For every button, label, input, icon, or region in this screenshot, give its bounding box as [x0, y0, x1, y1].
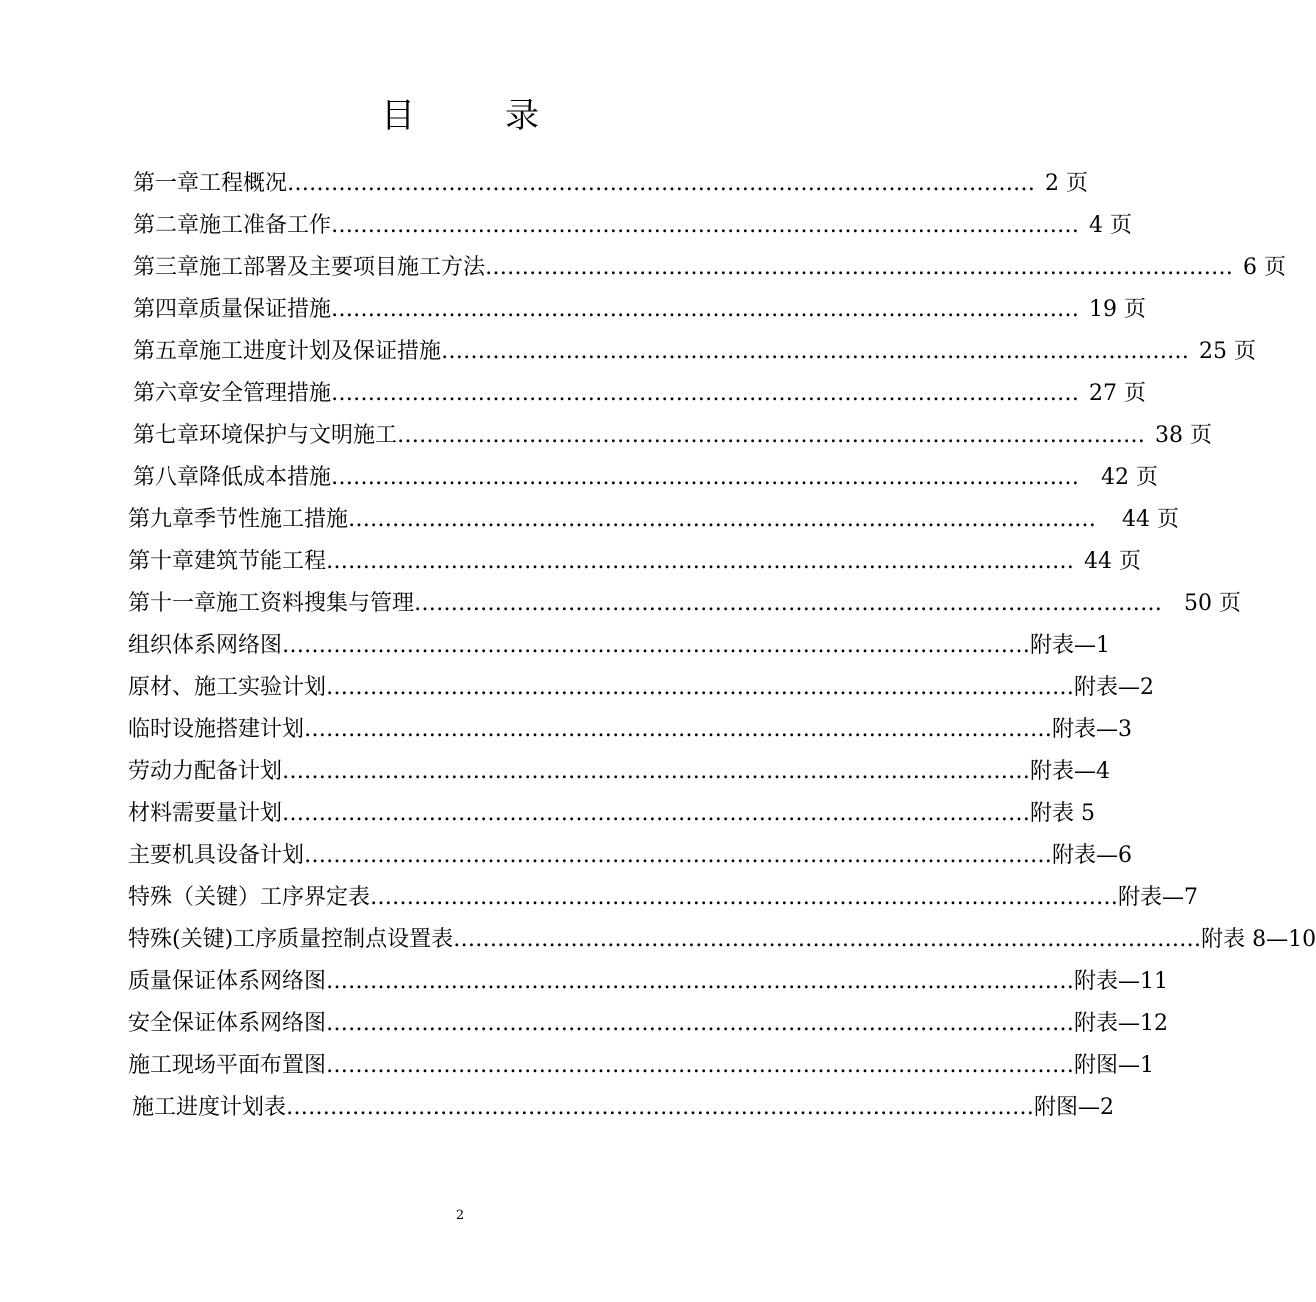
- toc-chapter-4[interactable]: [133, 293, 1147, 327]
- chapter-name: 建筑节能工程: [194, 549, 327, 574]
- appendix-page: 附表—3: [1052, 717, 1133, 742]
- leader-dots: …………………………………………………………………………………………: [441, 339, 1190, 364]
- chapter-page: 25 页: [1199, 339, 1257, 364]
- chapter-page: 44 页: [1084, 549, 1142, 574]
- appendix-name: 施工现场平面布置图: [128, 1053, 327, 1078]
- toc-appendix-7[interactable]: [128, 881, 1199, 915]
- chapter-name: 降低成本措施: [199, 465, 332, 490]
- leader-dots: …………………………………………………………………………………………: [326, 675, 1075, 700]
- appendix-page: 附表 5: [1030, 801, 1096, 826]
- title-char-1: 目: [381, 96, 415, 136]
- appendix-name: 质量保证体系网络图: [128, 969, 327, 994]
- chapter-name: 施工部署及主要项目施工方法: [199, 255, 486, 280]
- toc-appendix-4[interactable]: [128, 755, 1111, 789]
- chapter-name: 施工进度计划及保证措施: [199, 339, 442, 364]
- appendix-page: 附表—6: [1052, 843, 1133, 868]
- appendix-page: 附表—1: [1030, 633, 1111, 658]
- leader-dots: …………………………………………………………………………………………: [326, 1053, 1075, 1078]
- appendix-name: 原材、施工实验计划: [128, 675, 327, 700]
- chapter-name: 安全管理措施: [199, 381, 332, 406]
- toc-appendix-5[interactable]: [128, 797, 1096, 831]
- appendix-name: 主要机具设备计划: [128, 843, 305, 868]
- chapter-label: 第九章: [128, 507, 195, 532]
- toc-appendix-6[interactable]: [128, 839, 1133, 873]
- leader-dots: …………………………………………………………………………………………: [287, 171, 1036, 196]
- chapter-label: 第十一章: [128, 591, 217, 616]
- chapter-name: 质量保证措施: [199, 297, 332, 322]
- appendix-page: 附表—12: [1074, 1011, 1169, 1036]
- chapter-label: 第四章: [133, 297, 200, 322]
- chapter-name: 环境保护与文明施工: [199, 423, 398, 448]
- chapter-page: 6 页: [1243, 255, 1287, 280]
- toc-chapter-11[interactable]: [128, 587, 1242, 621]
- toc-appendix-10[interactable]: [128, 1007, 1169, 1041]
- chapter-label: 第十章: [128, 549, 195, 574]
- appendix-page: 附表—7: [1118, 885, 1199, 910]
- leader-dots: …………………………………………………………………………………………: [326, 969, 1075, 994]
- leader-dots: …………………………………………………………………………………………: [453, 927, 1202, 952]
- leader-dots: …………………………………………………………………………………………: [282, 759, 1031, 784]
- chapter-page: 44 页: [1122, 507, 1180, 532]
- chapter-page: 42 页: [1101, 465, 1159, 490]
- toc-chapter-8[interactable]: [133, 461, 1159, 495]
- leader-dots: …………………………………………………………………………………………: [485, 255, 1234, 280]
- chapter-name: 季节性施工措施: [194, 507, 349, 532]
- toc-chapter-3[interactable]: [133, 251, 1287, 285]
- appendix-page: 附图—1: [1074, 1053, 1155, 1078]
- toc-chapter-6[interactable]: [133, 377, 1147, 411]
- leader-dots: …………………………………………………………………………………………: [282, 633, 1031, 658]
- chapter-page: 50 页: [1184, 591, 1242, 616]
- chapter-label: 第六章: [133, 381, 200, 406]
- page-number: 2: [455, 1208, 465, 1223]
- chapter-page: 2 页: [1045, 171, 1089, 196]
- chapter-name: 施工资料搜集与管理: [216, 591, 415, 616]
- toc-chapter-2[interactable]: [133, 209, 1133, 243]
- appendix-name: 劳动力配备计划: [128, 759, 283, 784]
- chapter-label: 第三章: [133, 255, 200, 280]
- leader-dots: …………………………………………………………………………………………: [331, 381, 1080, 406]
- chapter-label: 第一章: [133, 171, 200, 196]
- title-char-2: 录: [505, 96, 539, 136]
- toc-appendix-11[interactable]: [128, 1049, 1155, 1083]
- leader-dots: …………………………………………………………………………………………: [326, 549, 1075, 574]
- chapter-label: 第二章: [133, 213, 200, 238]
- appendix-name: 特殊(关键)工序质量控制点设置表: [128, 927, 454, 952]
- toc-appendix-2[interactable]: [128, 671, 1155, 705]
- leader-dots: …………………………………………………………………………………………: [348, 507, 1097, 532]
- toc-chapter-5[interactable]: [133, 335, 1257, 369]
- leader-dots: …………………………………………………………………………………………: [414, 591, 1163, 616]
- chapter-page: 38 页: [1155, 423, 1213, 448]
- appendix-page: 附表—2: [1074, 675, 1155, 700]
- chapter-label: 第七章: [133, 423, 200, 448]
- toc-chapter-1[interactable]: [133, 167, 1089, 201]
- appendix-name: 特殊（关键）工序界定表: [128, 885, 371, 910]
- leader-dots: …………………………………………………………………………………………: [326, 1011, 1075, 1036]
- leader-dots: …………………………………………………………………………………………: [370, 885, 1119, 910]
- leader-dots: …………………………………………………………………………………………: [304, 843, 1053, 868]
- chapter-name: 工程概况: [199, 171, 288, 196]
- toc-chapter-10[interactable]: [128, 545, 1142, 579]
- leader-dots: …………………………………………………………………………………………: [331, 465, 1080, 490]
- leader-dots: …………………………………………………………………………………………: [331, 213, 1080, 238]
- page-title: [0, 88, 920, 137]
- toc-appendix-3[interactable]: [128, 713, 1133, 747]
- leader-dots: …………………………………………………………………………………………: [304, 717, 1053, 742]
- appendix-name: 材料需要量计划: [128, 801, 283, 826]
- appendix-name: 施工进度计划表: [132, 1095, 287, 1120]
- leader-dots: …………………………………………………………………………………………: [331, 297, 1080, 322]
- chapter-page: 27 页: [1089, 381, 1147, 406]
- chapter-page: 4 页: [1089, 213, 1133, 238]
- toc-appendix-9[interactable]: [128, 965, 1169, 999]
- toc-appendix-1[interactable]: [128, 629, 1111, 663]
- appendix-page: 附表 8—10: [1201, 927, 1316, 952]
- chapter-label: 第五章: [133, 339, 200, 364]
- chapter-page: 19 页: [1089, 297, 1147, 322]
- chapter-label: 第八章: [133, 465, 200, 490]
- chapter-name: 施工准备工作: [199, 213, 332, 238]
- appendix-name: 安全保证体系网络图: [128, 1011, 327, 1036]
- appendix-page: 附表—11: [1074, 969, 1169, 994]
- appendix-name: 组织体系网络图: [128, 633, 283, 658]
- toc-chapter-7[interactable]: [133, 419, 1213, 453]
- toc-chapter-9[interactable]: [128, 503, 1180, 537]
- leader-dots: …………………………………………………………………………………………: [397, 423, 1146, 448]
- toc-appendix-12[interactable]: [132, 1091, 1115, 1125]
- toc-appendix-8[interactable]: [128, 923, 1316, 957]
- leader-dots: …………………………………………………………………………………………: [282, 801, 1031, 826]
- leader-dots: …………………………………………………………………………………………: [286, 1095, 1035, 1120]
- appendix-name: 临时设施搭建计划: [128, 717, 305, 742]
- appendix-page: 附表—4: [1030, 759, 1111, 784]
- appendix-page: 附图—2: [1034, 1095, 1115, 1120]
